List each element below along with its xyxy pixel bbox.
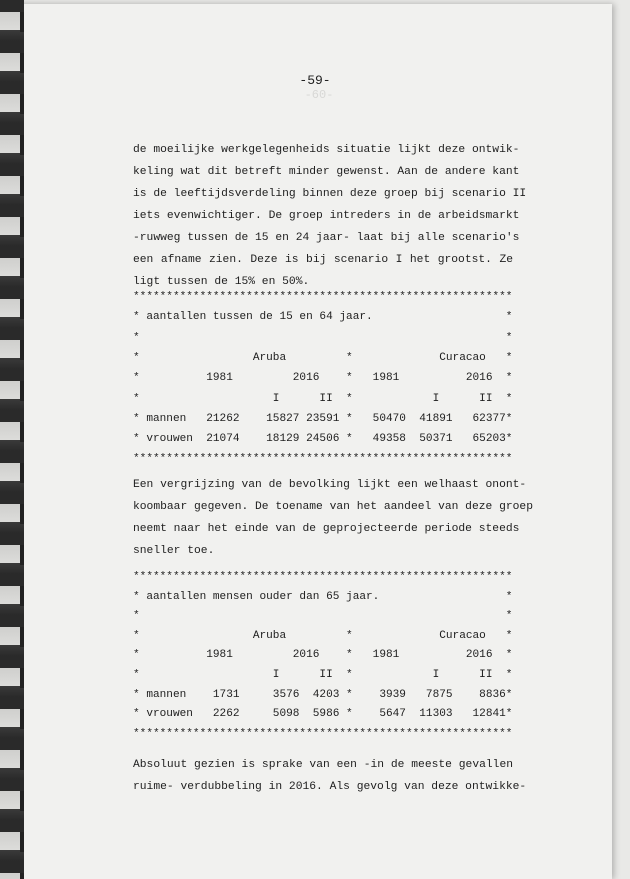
paragraph-1-line: ligt tussen de 15% en 50%. [133, 276, 310, 288]
table-15-64-table-spacer: * * [133, 331, 513, 344]
paragraph-2-line: neemt naar het einde van de geprojecteerde periode steeds [133, 523, 520, 535]
paragraph-2-line: koombaar gegeven. De toename van het aandeel van deze groep [133, 501, 533, 513]
paragraph-2-line: sneller toe. [133, 545, 215, 557]
table-65-plus-table-spacer: * * [133, 610, 513, 623]
paragraph-1-line: iets evenwichtiger. De groep intreders in de arbeidsmarkt [133, 210, 520, 222]
table-15-64-table-year-header: * 1981 2016 * 1981 2016 * [133, 372, 513, 385]
table-15-64-table-title: * aantallen tussen de 15 en 64 jaar. * [133, 311, 513, 324]
table-15-64-table-row: * vrouwen 21074 18129 24506 * 49358 50371 65203* [133, 433, 513, 446]
page-number: -59- [299, 73, 331, 88]
paragraph-3-line: Absoluut gezien is sprake van een -in de meeste gevallen [133, 759, 513, 771]
table-65-plus-table-border: ********************************************************* [133, 571, 513, 583]
table-65-plus-table-row: * mannen 1731 3576 4203 * 3939 7875 8836* [133, 688, 513, 701]
bleed-through-page-number: -60- [304, 88, 334, 102]
table-15-64-table-border: ********************************************************* [133, 453, 513, 466]
table-65-plus-table-row: * vrouwen 2262 5098 5986 * 5647 11303 12841* [133, 708, 513, 721]
table-15-64-table-border: ********************************************************* [133, 291, 513, 303]
table-65-plus-table-region-header: * Aruba * Curacao * [133, 629, 513, 642]
paragraph-1-line: een afname zien. Deze is bij scenario I het grootst. Ze [133, 254, 513, 266]
table-65-plus-table-title: * aantallen mensen ouder dan 65 jaar. * [133, 590, 513, 603]
table-15-64-table-scenario-header: * I II * I II * [133, 392, 513, 405]
table-15-64-table-region-header: * Aruba * Curacao * [133, 351, 513, 364]
paragraph-1-line: keling wat dit betreft minder gewenst. Aan de andere kant [133, 166, 520, 178]
paragraph-1-line: -ruwweg tussen de 15 en 24 jaar- laat bij alle scenario's [133, 232, 520, 244]
paragraph-1-line: is de leeftijdsverdeling binnen deze groep bij scenario II [133, 188, 527, 200]
table-65-plus-table-border: ********************************************************* [133, 727, 513, 740]
paragraph-1-line: de moeilijke werkgelegenheids situatie lijkt deze ontwik- [133, 144, 520, 156]
spiral-binding [0, 0, 24, 879]
table-65-plus-table-year-header: * 1981 2016 * 1981 2016 * [133, 649, 513, 662]
table-65-plus-table-scenario-header: * I II * I II * [133, 669, 513, 681]
table-15-64-table-row: * mannen 21262 15827 23591 * 50470 41891 62377* [133, 412, 513, 425]
paragraph-2-line: Een vergrijzing van de bevolking lijkt een welhaast onont- [133, 479, 527, 491]
paragraph-3-line: ruime- verdubbeling in 2016. Als gevolg van deze ontwikke- [133, 781, 527, 793]
